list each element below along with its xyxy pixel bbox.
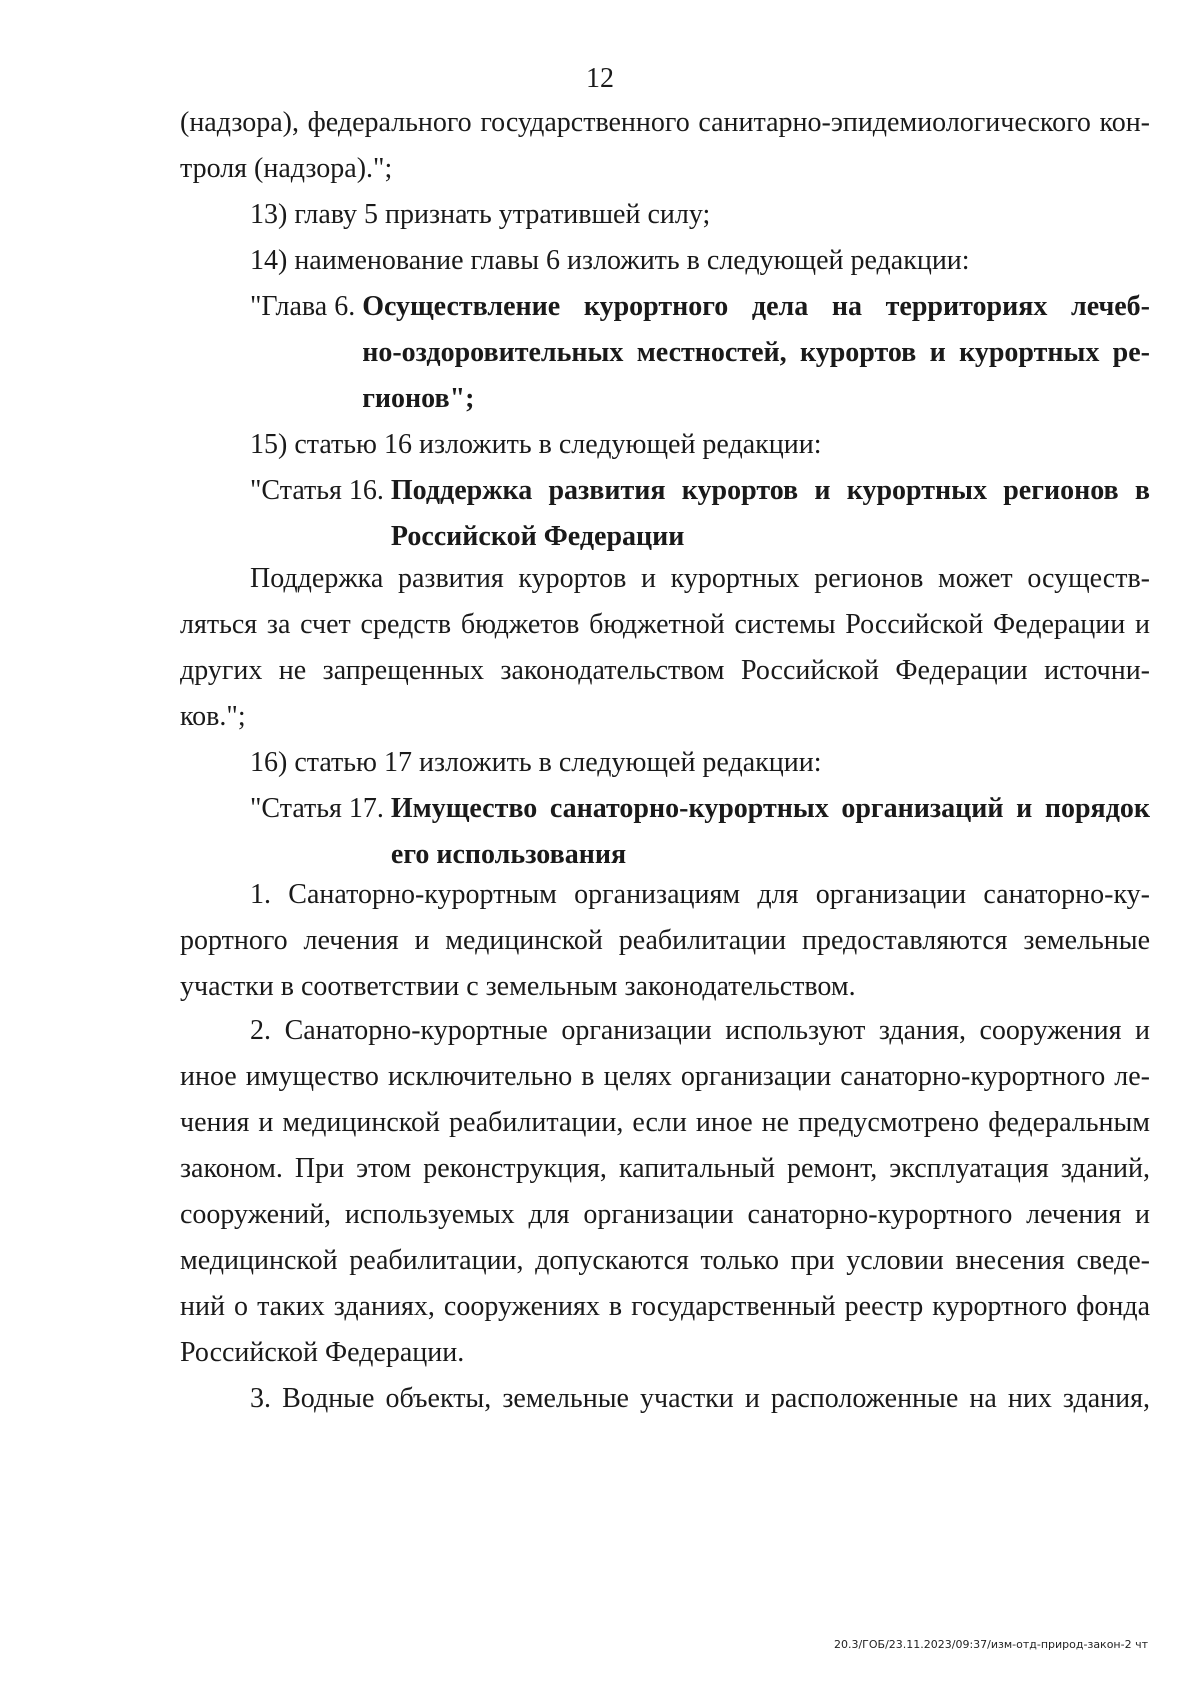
text-line: 16) статью 17 изложить в следующей редакции: [250, 747, 822, 778]
article-17-clause-3 [180, 1376, 1150, 1422]
heading-line: но-оздоровительных местностей, курортов и курортных ре- [362, 337, 1150, 368]
heading-line: гионов"; [362, 383, 475, 414]
article-16-body [180, 556, 1150, 740]
item-16 [180, 740, 1150, 786]
text-line: (надзора), федерального государственного санитарно-эпидемиологического кон- [180, 107, 1150, 138]
text-line: троля (надзора)."; [180, 153, 393, 184]
document-footer-code: 20.3/ГОБ/23.11.2023/09:37/изм-отд-природ-закон-2 чт [833, 1638, 1148, 1651]
item-13 [180, 192, 1150, 238]
heading-line: Российской Федерации [390, 521, 685, 552]
chapter-6-prefix: "Глава 6. [250, 291, 363, 322]
text-line: сооружений, используемых для организации санаторно-курортного лечения и [180, 1199, 1150, 1230]
page-number: 12 [586, 63, 614, 94]
text-line: медицинской реабилитации, допускаются только при условии внесения сведе- [180, 1245, 1150, 1276]
text-line: ков."; [180, 701, 246, 732]
text-line: рортного лечения и медицинской реабилитации предоставляются земельные [180, 925, 1150, 956]
text-line: других не запрещенных законодательством Российской Федерации источни- [180, 655, 1150, 686]
text-line: ний о таких зданиях, сооружениях в государственный реестр курортного фонда [180, 1291, 1150, 1322]
text-line: 15) статью 16 изложить в следующей редакции: [250, 429, 822, 460]
article-16-prefix: "Статья 16. [250, 475, 391, 506]
chapter-6-title [250, 284, 1150, 422]
text-line: 13) главу 5 признать утратившей силу; [250, 199, 711, 230]
heading-line: Имущество санаторно-курортных организаций и порядок [390, 793, 1150, 824]
article-17-heading [391, 786, 1150, 878]
continuation-paragraph [180, 100, 1150, 192]
text-line: 2. Санаторно-курортные организации используют здания, сооружения и [250, 1015, 1150, 1046]
article-16-heading [391, 468, 1150, 560]
article-17-clause-2 [180, 1008, 1150, 1376]
text-line: иное имущество исключительно в целях организации санаторно-курортного ле- [180, 1061, 1150, 1092]
article-17-title [250, 786, 1150, 878]
text-line: 1. Санаторно-курортным организациям для организации санаторно-ку- [250, 879, 1150, 910]
item-14 [180, 238, 1150, 284]
heading-line: Осуществление курортного дела на территориях лечеб- [362, 291, 1150, 322]
text-line: Российской Федерации. [180, 1337, 465, 1368]
text-line: 3. Водные объекты, земельные участки и расположенные на них здания, [250, 1383, 1150, 1414]
heading-line: Поддержка развития курортов и курортных регионов в [390, 475, 1150, 506]
text-line: Поддержка развития курортов и курортных регионов может осуществ- [250, 563, 1150, 594]
item-15 [180, 422, 1150, 468]
text-line: ляться за счет средств бюджетов бюджетной системы Российской Федерации и [180, 609, 1150, 640]
heading-line: его использования [390, 839, 627, 870]
chapter-6-heading [362, 284, 1150, 422]
article-16-title [250, 468, 1150, 560]
article-17-clause-1 [180, 872, 1150, 1010]
text-line: 14) наименование главы 6 изложить в следующей редакции: [250, 245, 970, 276]
text-line: законом. При этом реконструкция, капитальный ремонт, эксплуатация зданий, [180, 1153, 1150, 1184]
text-line: чения и медицинской реабилитации, если иное не предусмотрено федеральным [180, 1107, 1150, 1138]
article-17-prefix: "Статья 17. [250, 793, 391, 824]
text-line: участки в соответствии с земельным законодательством. [180, 971, 856, 1002]
